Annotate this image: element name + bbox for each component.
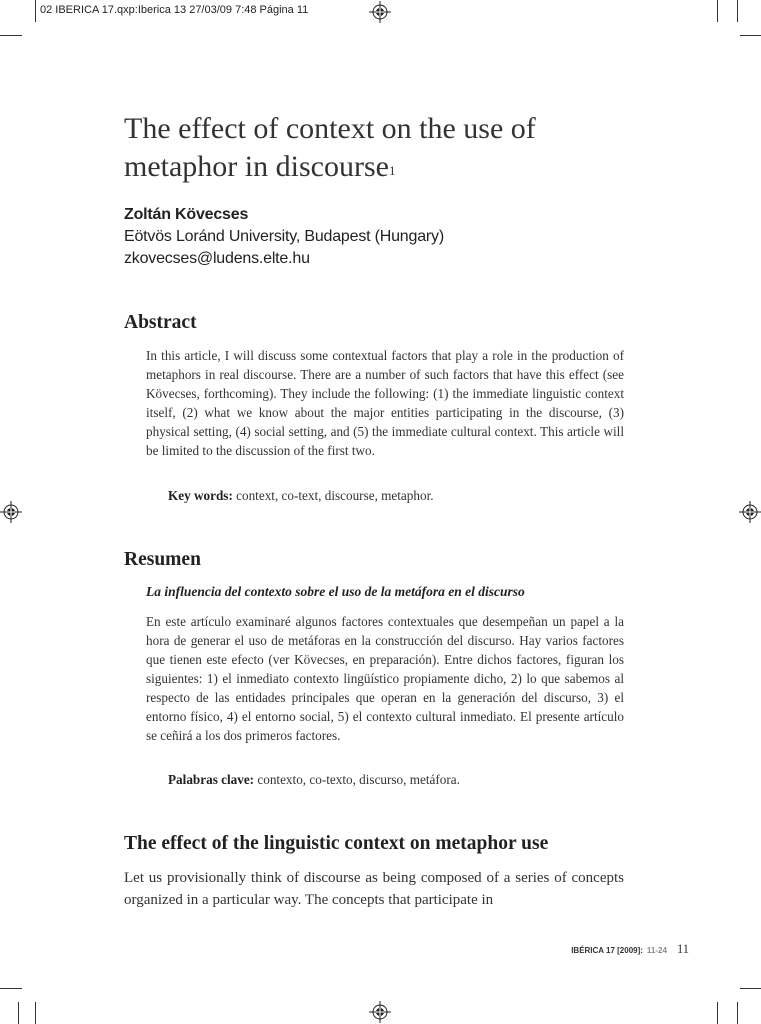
page-number: 11 <box>676 942 689 956</box>
title-footnote-marker: 1 <box>388 163 396 178</box>
resumen-heading: Resumen <box>124 549 201 570</box>
crop-mark-top-right-v1 <box>717 0 718 22</box>
registration-mark-right-icon <box>739 501 761 523</box>
abstract-keywords <box>168 488 434 504</box>
registration-mark-bottom-icon <box>369 1001 391 1023</box>
abstract-text: In this article, I will discuss some contextual factors that play a role in the production of metaphors in real discourse. There are a number of such factors that have this effect (see Kövecses, forthcoming). They include the following: (1) the immediate linguistic context itself, (2) what we know about the major entities participating in the discourse, (3) physical setting, (4) social setting, and (5) the immediate cultural context. This article will be limited to the discussion of the first two. <box>146 348 624 458</box>
crop-mark-top-right-v2 <box>737 0 738 22</box>
palabras-clave-value: contexto, co-texto, discurso, metáfora. <box>257 772 460 787</box>
crop-mark-bottom-right-v2 <box>737 1002 738 1024</box>
crop-mark-bottom-left-v1 <box>18 1002 19 1024</box>
crop-mark-top-right-h <box>740 35 761 36</box>
crop-mark-bottom-left-h <box>0 988 22 989</box>
page-range: 11-24 <box>646 946 667 955</box>
resumen-subtitle: La influencia del contexto sobre el uso de la metáfora en el discurso <box>146 584 525 599</box>
article-title-text: The effect of context on the use of metaphor in discourse <box>124 112 536 183</box>
crop-mark-bottom-right-h <box>740 988 761 989</box>
crop-mark-bottom-left-v2 <box>35 1002 36 1024</box>
registration-mark-left-icon <box>0 501 22 523</box>
author-affiliation: Eötvös Loránd University, Budapest (Hungary) <box>124 228 444 245</box>
registration-mark-top-icon <box>369 1 391 23</box>
palabras-clave-label: Palabras clave: <box>168 772 255 787</box>
crop-mark-bottom-right-v1 <box>717 1002 718 1024</box>
print-slug: 02 IBERICA 17.qxp:Iberica 13 27/03/09 7:48 Página 11 <box>40 4 309 16</box>
journal-citation: IBÉRICA 17 [2009]: <box>571 946 643 955</box>
section-heading: The effect of the linguistic context on metaphor use <box>124 833 549 854</box>
keywords-value: context, co-text, discourse, metaphor. <box>236 488 434 503</box>
resumen-keywords <box>168 772 460 788</box>
author-name: Zoltán Kövecses <box>124 206 249 223</box>
keywords-label: Key words: <box>168 488 233 503</box>
crop-mark-top-left-h <box>0 35 22 36</box>
section-text: Let us provisionally think of discourse as being composed of a series of concepts organized in a particular way. The concepts that participate in <box>124 870 624 908</box>
resumen-text: En este artículo examinaré algunos factores contextuales que desempeñan un papel a la hora de generar el uso de metáforas en la construcción del discurso. Hay varios factores que tienen este efecto (ver Kövecses, en preparación). Entre dichos factores, figuran los siguientes: 1) el inmediato contexto lingüístico propiamente dicho, 2) lo que sabemos al respecto de las entidades principales que operan en la generación del discurso, 3) el entorno físico, 4) el entorno social, 5) el contexto cultural inmediato. El presente artículo se ceñirá a los dos primeros factores. <box>146 614 624 743</box>
article-title <box>124 110 644 186</box>
author-email: zkovecses@ludens.elte.hu <box>124 250 310 267</box>
author-block <box>124 204 444 270</box>
page-footer <box>571 940 689 958</box>
abstract-heading: Abstract <box>124 312 197 333</box>
crop-mark-top-left-v <box>35 0 36 22</box>
